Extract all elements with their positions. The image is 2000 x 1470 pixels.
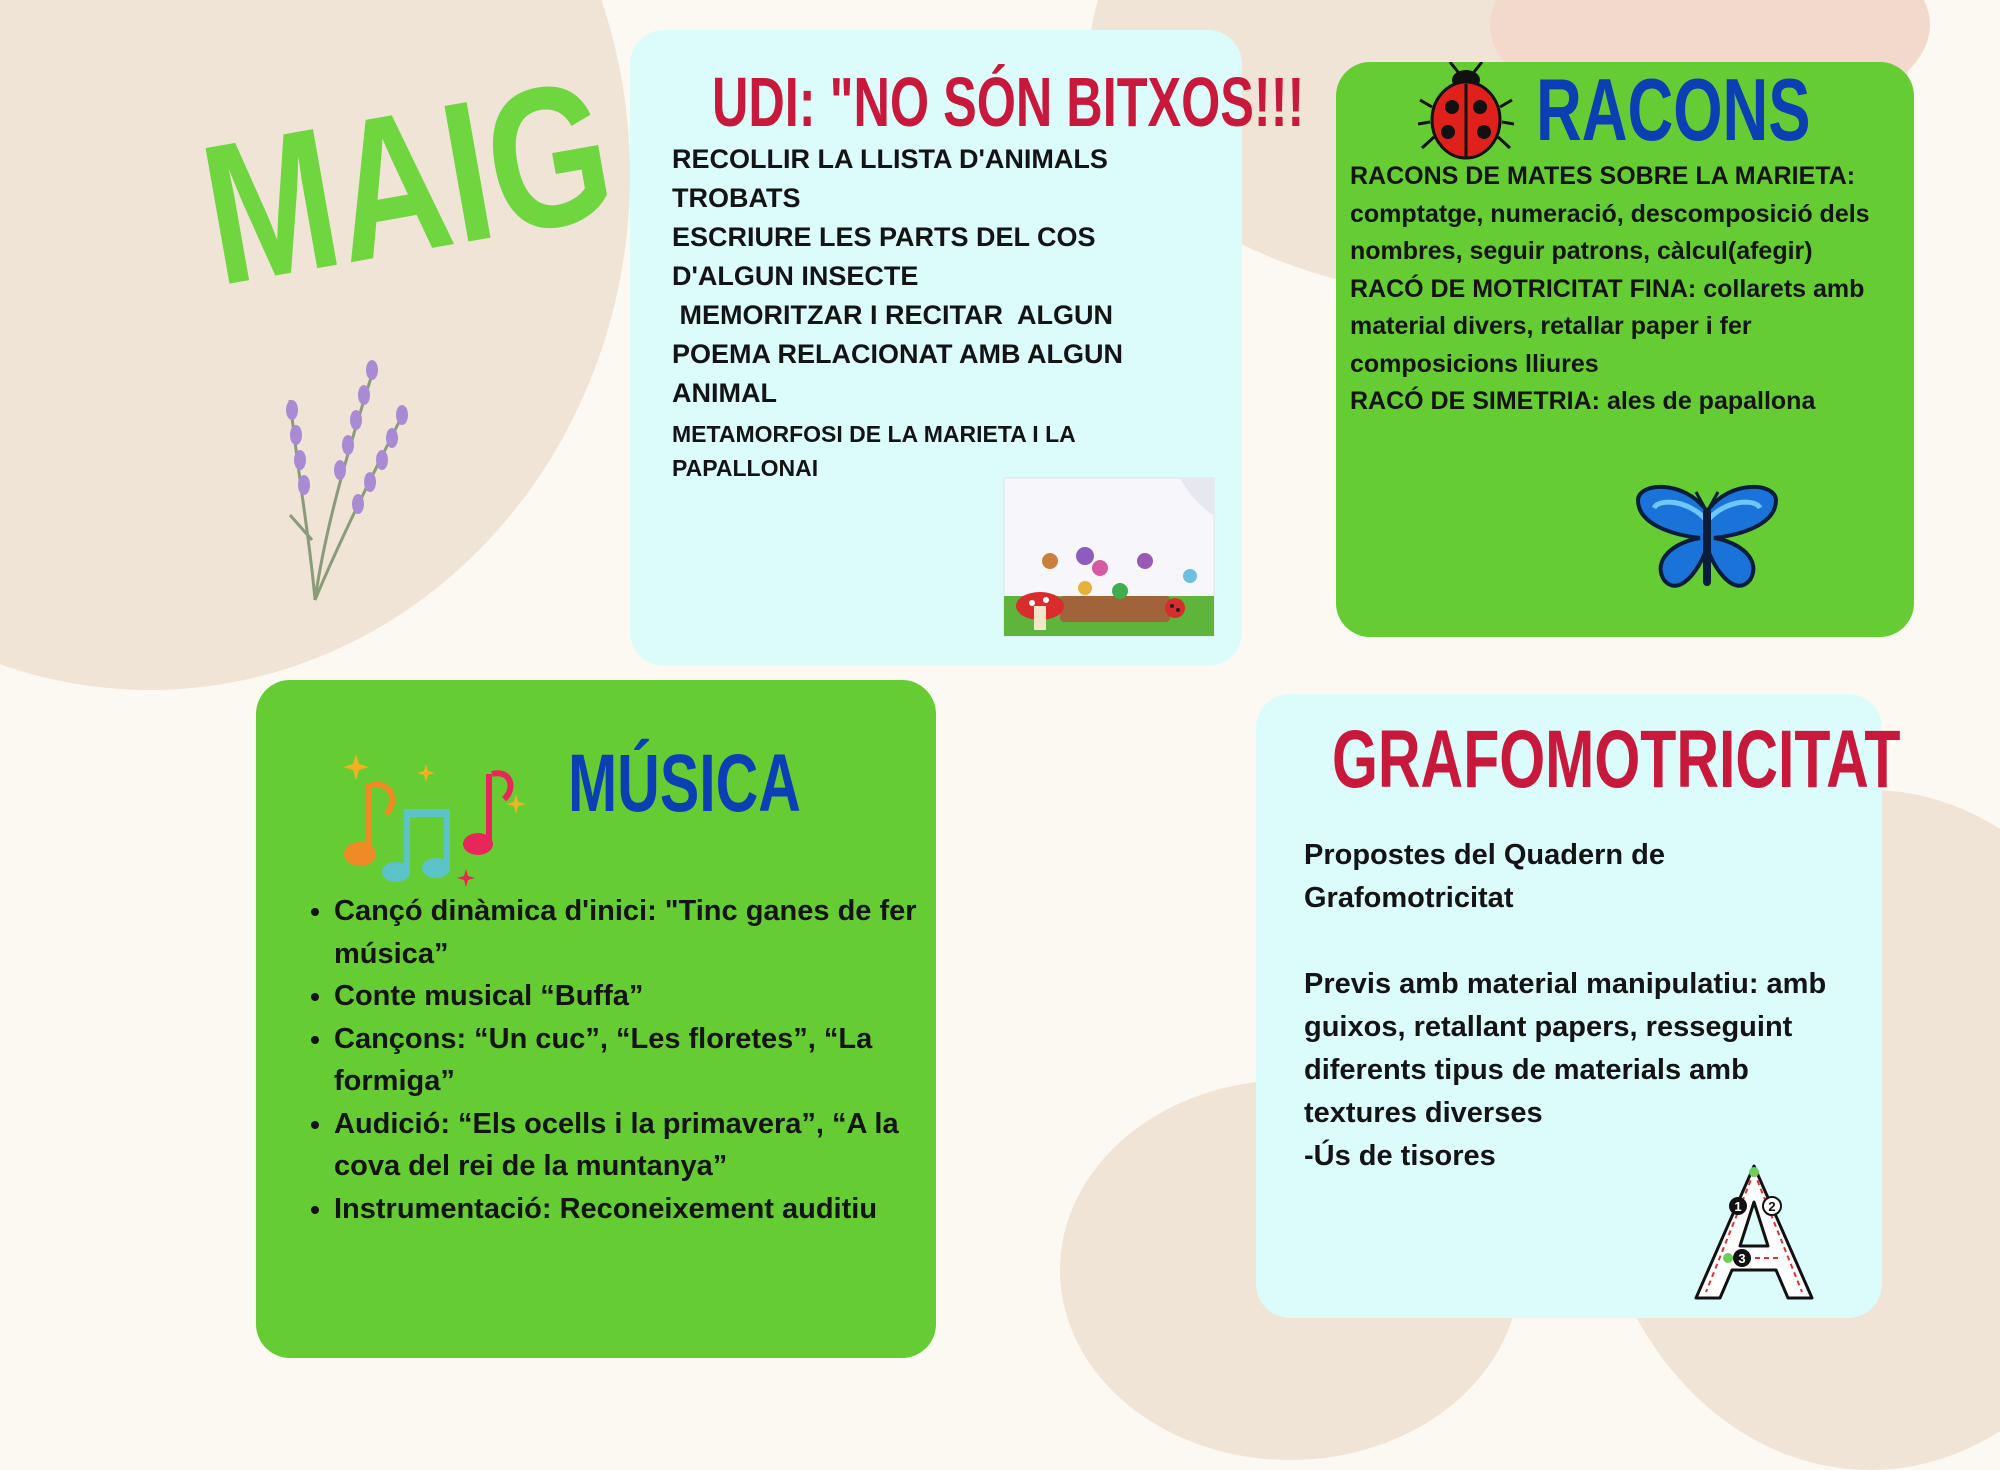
guide-number: 2 (1768, 1199, 1776, 1214)
udi-item: MEMORITZAR I RECITAR ALGUN POEMA RELACIONAT AMB ALGUN ANIMAL (672, 300, 1130, 408)
butterfly-icon (1634, 480, 1780, 598)
musica-title: MÚSICA (568, 738, 801, 829)
grafo-paragraph: Previs amb material manipulatiu: amb guixos, retallant papers, resseguint diferents tipus de materials amb textures diverses (1304, 968, 1827, 1129)
racons-item-text: ales de papallona (1600, 387, 1816, 415)
racons-title: RACONS (1536, 60, 1811, 159)
racons-list (1350, 158, 1890, 421)
udi-item: METAMORFOSI DE LA MARIETA I LA PAPALLONAI (672, 421, 1075, 481)
racons-item-text: collarets amb material divers, retallar paper i fer composicions lliures (1350, 274, 1865, 378)
racons-card (1336, 62, 1914, 637)
list-item: • Instrumentació: Reconeixement auditiu (334, 1188, 924, 1231)
racons-item (1350, 158, 1890, 271)
udi-item: RECOLLIR LA LLISTA D'ANIMALS TROBATS (672, 144, 1108, 213)
letter-a-tracing-icon (1692, 1162, 1816, 1306)
ladybug-icon (1418, 62, 1514, 162)
guide-number: 3 (1738, 1251, 1746, 1266)
grafo-card (1256, 694, 1901, 1318)
udi-card (630, 30, 1305, 666)
musica-list (310, 890, 924, 1230)
list-item: • Cançons: “Un cuc”, “Les floretes”, “La formiga” (334, 1018, 924, 1103)
list-item: • Audició: “Els ocells i la primavera”, “A la cova del rei de la muntanya” (334, 1103, 924, 1188)
grafo-text (1304, 834, 1854, 1178)
guide-number: 1 (1734, 1199, 1742, 1214)
bugs-illustration (1000, 476, 1224, 640)
racons-item (1350, 383, 1890, 421)
lavender-illustration (270, 340, 430, 610)
racons-item (1350, 271, 1890, 384)
racons-item-label: RACÓ DE SIMETRIA: (1350, 387, 1600, 415)
racons-item-label: RACÓ DE MOTRICITAT FINA: (1350, 274, 1697, 303)
udi-title: UDI: "NO SÓN BITXOS!!! (712, 63, 1305, 141)
racons-item-label: RACONS DE MATES SOBRE LA MARIETA: (1350, 162, 1856, 190)
racons-item-text: comptatge, numeració, descomposició dels nombres, seguir patrons, càlcul(afegir) (1350, 199, 1870, 265)
list-item: • Cançó dinàmica d'inici: "Tinc ganes de fer música” (334, 890, 924, 975)
udi-list (672, 140, 1202, 485)
music-notes-icon (336, 754, 536, 894)
grafo-title: GRAFOMOTRICITAT (1332, 714, 1901, 805)
grafo-paragraph: -Ús de tisores (1304, 1140, 1496, 1172)
list-item: • Conte musical “Buffa” (334, 975, 924, 1018)
page-title: MAIG (187, 37, 628, 328)
udi-item: ESCRIURE LES PARTS DEL COS D'ALGUN INSECTE (672, 222, 1096, 291)
musica-card (256, 680, 936, 1358)
grafo-paragraph: Propostes del Quadern de Grafomotricitat (1304, 839, 1665, 914)
